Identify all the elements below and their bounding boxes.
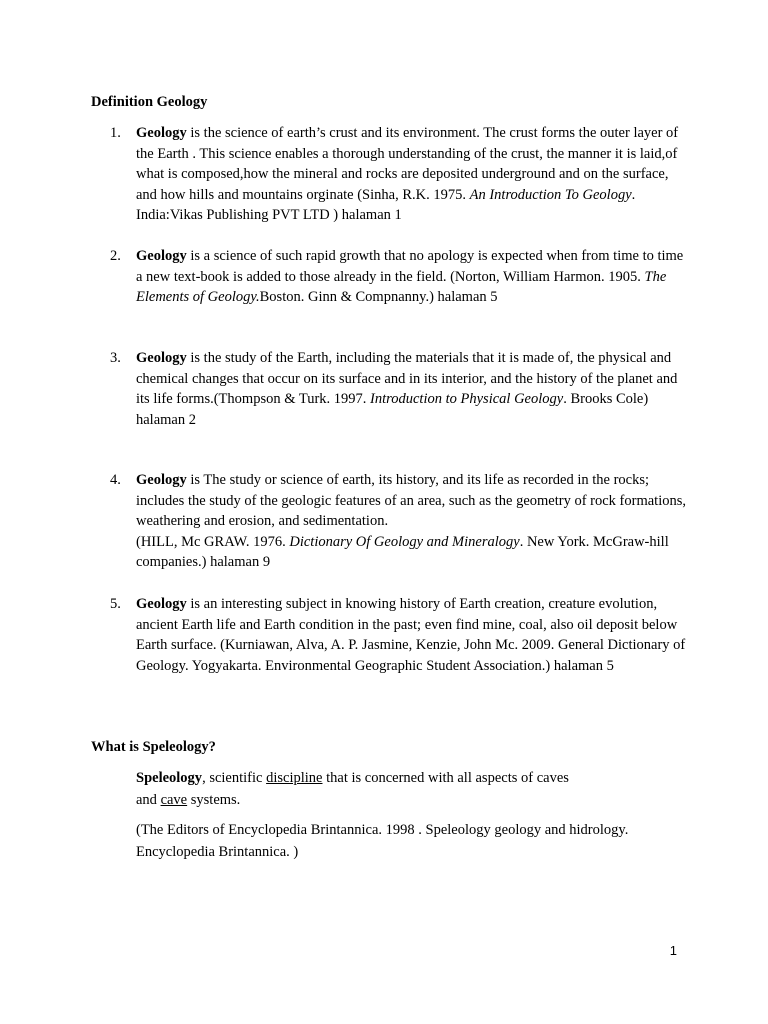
- term: Geology: [136, 248, 187, 264]
- discipline-link[interactable]: discipline: [266, 770, 323, 786]
- list-item-text: Geology is The study or science of earth, its history, and its life as recorded in the rocks; includes the study of the geologic features of an area, such as the geometry of rock formations, weathering and erosion, and sedimentation. (HILL, Mc GRAW. 1976. Dictionary Of Geology and Mineralogy. New York. McGraw-hill companies.) halaman 9: [136, 472, 687, 570]
- list-item-text: Geology is a science of such rapid growth that no apology is expected when from time to time a new text-book is added to those already in the field. (Norton, William Harmon. 1905. The Elements of Geology.Boston. Ginn & Compnanny.) halaman 5: [136, 248, 684, 305]
- book-title: An Introduction To Geology: [469, 186, 632, 203]
- term: Geology: [136, 596, 187, 612]
- list-item-number: 4.: [110, 472, 121, 488]
- list-item: [110, 470, 690, 573]
- list-item-number: 3.: [110, 350, 121, 366]
- list-item-text: Geology is an interesting subject in knowing history of Earth creation, creature evolution, ancient Earth life and Earth condition in the past; even find mine, coal, also oil deposit below Earth surface. (Kurniawan, Alva, A. P. Jasmine, Kenzie, John Mc. 2009. General Dictionary of Geology. Yogyakarta. Environmental Geographic Student Association.) halaman 5: [136, 596, 686, 674]
- term: Geology: [136, 125, 187, 141]
- heading-definition-geology: Definition Geology: [91, 94, 208, 110]
- term: Geology: [136, 472, 187, 488]
- list-item: [110, 594, 690, 676]
- list-item-number: 5.: [110, 596, 121, 612]
- book-title: Dictionary Of Geology and Mineralogy: [289, 533, 520, 550]
- list-item: [110, 123, 690, 226]
- term: Geology: [136, 350, 187, 366]
- list-item-text: Geology is the science of earth’s crust and its environment. The crust forms the outer layer of the Earth . This science enables a thorough understanding of the crust, the manner it is laid,of what is composed,how the mineral and rocks are deposited underground and on the surface, and how hills and mountains orginate (Sinha, R.K. 1975. An Introduction To Geology. India:Vikas Publishing PVT LTD ) halaman 1: [136, 125, 679, 223]
- term: Speleology: [136, 770, 203, 786]
- book-title: The Elements of Geology.: [136, 268, 667, 305]
- list-item-number: 1.: [110, 125, 121, 141]
- list-item-text: Geology is the study of the Earth, including the materials that it is made of, the physical and chemical changes that occur on its surface and in its interior, and the history of the planet and its life forms.(Thompson & Turk. 1997. Introduction to Physical Geology. Brooks Cole) halaman 2: [136, 350, 678, 428]
- cave-link[interactable]: cave: [160, 792, 188, 808]
- list-item: [110, 348, 690, 430]
- list-item-number: 2.: [110, 248, 121, 264]
- speleology-citation: (The Editors of Encyclopedia Brintannica. 1998 . Speleology geology and hidrology. Encyclopedia Brintannica. ): [136, 822, 629, 860]
- page-number: 1: [669, 943, 677, 958]
- heading-what-is-speleology: What is Speleology?: [91, 739, 216, 755]
- list-item: [110, 246, 690, 308]
- book-title: Introduction to Physical Geology: [370, 391, 564, 407]
- speleology-definition: Speleology, scientific discipline that is concerned with all aspects of caves and cave systems.: [136, 770, 569, 808]
